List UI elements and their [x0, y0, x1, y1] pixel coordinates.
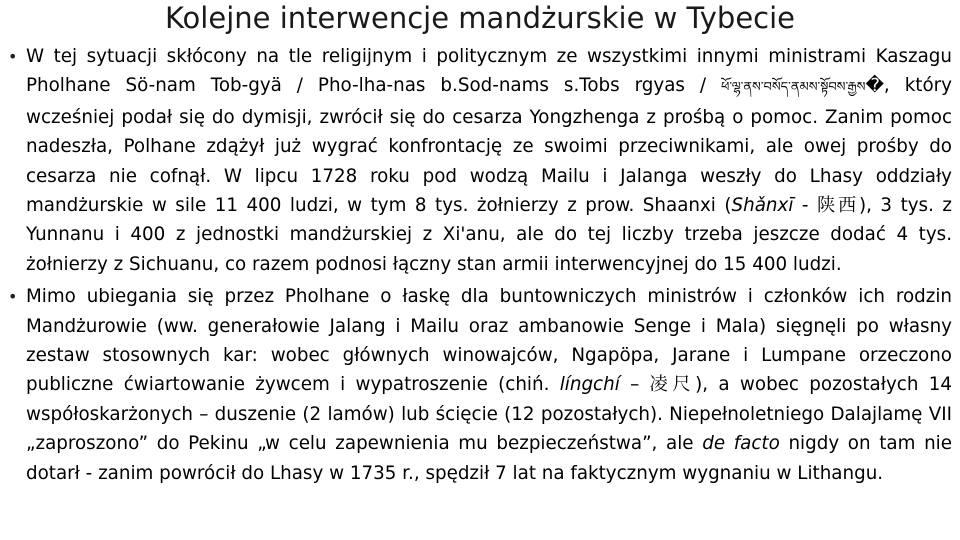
text-segment: – 凌尺), a wobec pozostałych 14 współoskarżonych – duszenie (2 lamów) lub ścięcie (12 pozostałych). Niepełnoletniego Dalajlamę VII „zaproszono” do Pekinu „w celu zapewnienia mu bezpieczeństwa”, ale — [26, 374, 952, 455]
slide-title: Kolejne interwencje mandżurskie w Tybecie — [164, 1, 796, 35]
bullet-list — [6, 42, 952, 488]
bullet-dot: • — [8, 47, 18, 66]
de-facto-term: de facto — [702, 433, 780, 455]
bullet-dot: • — [8, 287, 18, 307]
bullet-item-1 — [6, 42, 952, 279]
bullet-item-2 — [6, 282, 952, 488]
bullet-text-2 — [26, 282, 952, 488]
tibetan-name: ཕོ་ལྷ་ནས་བསོད་ནམས་སྟོབས་རྒྱས — [721, 80, 866, 96]
text-segment: nigdy on tam nie dotarł - zanim powrócił do Lhasy w 1735 r., spędził 7 lat na faktycznym wygnaniu w Lithangu. — [26, 433, 952, 484]
text-segment: - 陕西), 3 tys. z Yunnanu i 400 z jednostki mandżurskiej z Xi'anu, ale do tej liczby trzeba jeszcze dodać 4 tys. żołnierzy z Sichuanu, co razem podnosi łączny stan armii interwencyjnej do 15 400 ludzi. — [26, 195, 952, 275]
bullet-text-1 — [26, 42, 952, 279]
text-segment: , który wcześniej podał się do dymisji, zwrócił się do cesarza Yongzhenga z prośbą o pomoc. Zanim pomoc nadeszła, Polhane zdążył już wygrać konfrontację ze swoimi przeciwnikami, ale owej prośby do cesarza nie cofnął. W lipcu 1728 roku pod wodzą Mailu i Jalanga weszły do Lhasy oddziały mandżurskie w sile 11 400 ludzi, w tym 8 tys. żołnierzy z prow. Shaanxi ( — [26, 75, 952, 217]
missing-glyph-icon: � — [865, 75, 884, 97]
pinyin-shaanxi: Shǎnxī — [731, 195, 794, 217]
text-segment: Mimo ubiegania się przez Pholhane o łaskę dla buntowniczych ministrów i członków ich rodzin Mandżurowie (ww. generałowie Jalang i Mailu oraz ambanowie Senge i Mala) sięgnęli po własny zestaw stosownych kar: wobec głównych winowajców, Ngapöpa, Jarane i Lumpane orzeczono publiczne ćwiartowanie żywcem i wypatroszenie (chiń. — [26, 286, 952, 396]
pinyin-lingchi: língchí — [559, 374, 620, 396]
text-segment: W tej sytuacji skłócony na tle religijnym i politycznym ze wszystkimi innymi ministrami Kaszagu Pholhane Sö-nam Tob-gyä / Pho-lha-nas b.Sod-nams s.Tobs rgyas / — [26, 46, 952, 97]
